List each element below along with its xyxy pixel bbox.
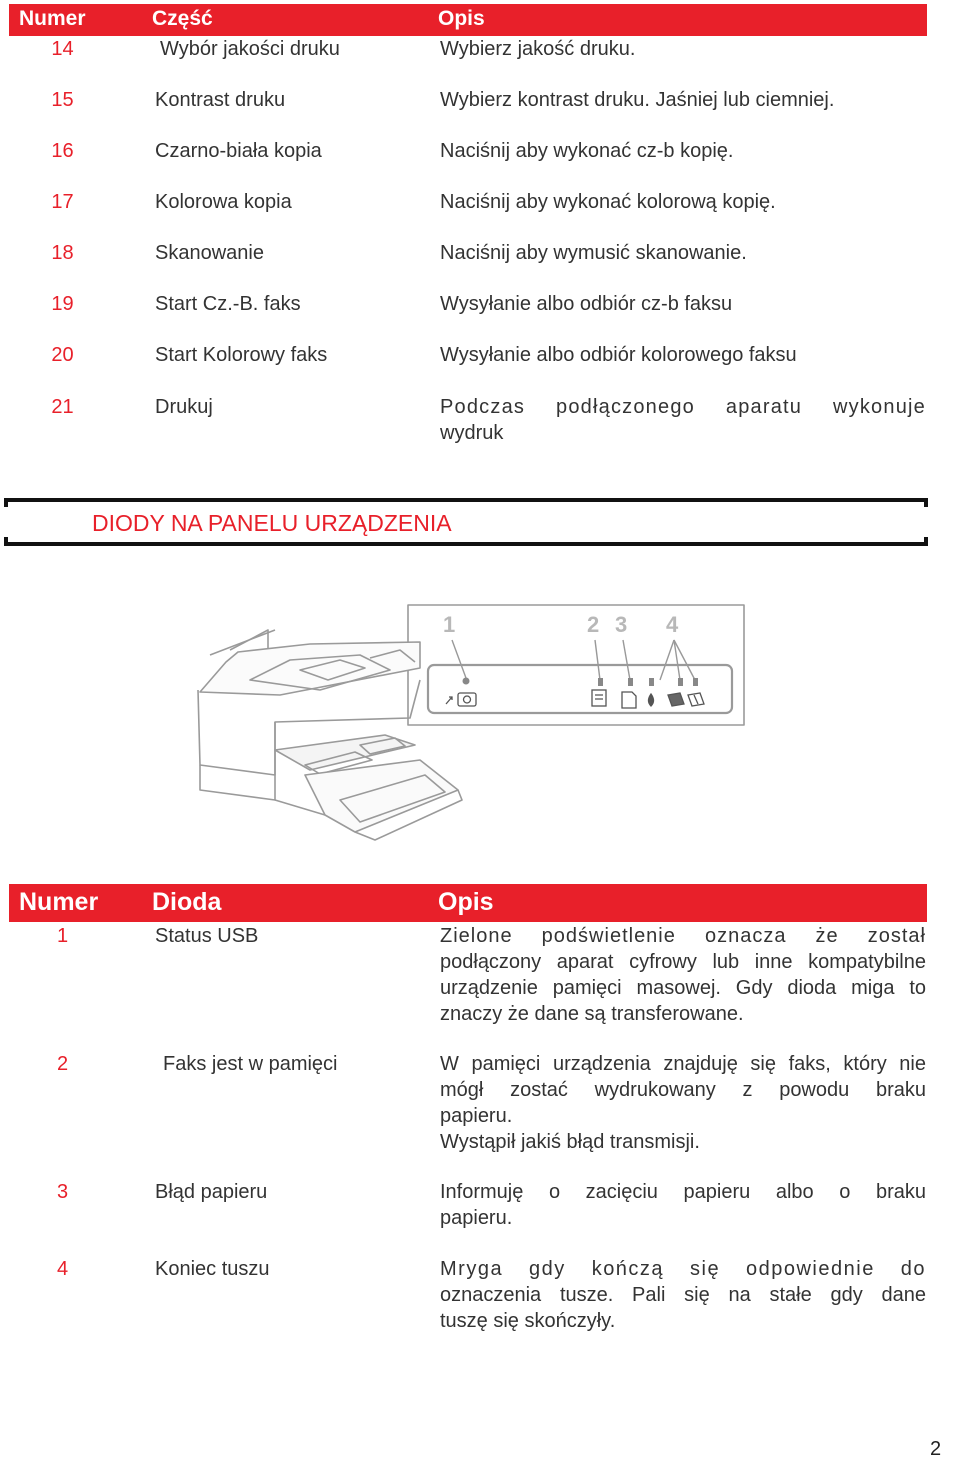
row-part: Czarno-biała kopia [155, 140, 322, 162]
row-number: 4 [56, 1258, 69, 1280]
row-description: Naciśnij aby wymusić skanowanie. [440, 242, 747, 264]
led-label-1: 1 [443, 612, 456, 637]
row-description: Wybierz kontrast druku. Jaśniej lub ciemniej. [440, 89, 835, 111]
row-part: Drukuj [155, 396, 213, 418]
row-number: 18 [51, 242, 74, 264]
row-part: Błąd papieru [155, 1181, 268, 1203]
row-description: Podczas podłączonego aparatu wykonuje wydruk [440, 396, 926, 444]
row-description: Naciśnij aby wykonać kolorową kopię. [440, 191, 776, 213]
table2-header [9, 884, 927, 922]
table2-header-description: Opis [438, 888, 494, 916]
row-number: 16 [51, 140, 74, 162]
table1-header-part: Część [152, 7, 213, 30]
ink-drop-icon [649, 694, 654, 706]
printer-panel-figure [190, 600, 750, 850]
row-part: Kolorowa kopia [155, 191, 292, 213]
row-description: Zielone podświetlenie oznacza że został podłączony aparat cyfrowy lub inne kompatybilne urządzenie pamięci masowej. Gdy dioda miga to znaczy że dane są transferowane. [440, 925, 926, 1025]
row-description: Naciśnij aby wykonać cz-b kopię. [440, 140, 734, 162]
led-label-3: 3 [615, 612, 628, 637]
led-label-4: 4 [666, 612, 679, 637]
row-number: 17 [51, 191, 74, 213]
row-part: Koniec tuszu [155, 1258, 270, 1280]
section-title: DIODY NA PANELU URZĄDZENIA [92, 510, 452, 536]
row-part: Kontrast druku [155, 89, 286, 111]
row-part: Faks jest w pamięci [163, 1053, 338, 1075]
row-part: Wybór jakości druku [160, 38, 340, 60]
row-description: Wybierz jakość druku. [440, 38, 636, 60]
section-frame [0, 0, 960, 560]
row-part: Start Kolorowy faks [155, 344, 328, 366]
row-description: Informuję o zacięciu papieru albo o braku papieru. [440, 1181, 926, 1229]
row-part: Start Cz.-B. faks [155, 293, 301, 315]
row-description: Mryga gdy kończą się odpowiednie do oznaczenia tusze. Pali się na stałe gdy dane tuszę się skończyły. [440, 1258, 926, 1332]
table1-header-number: Numer [19, 7, 86, 30]
row-number: 14 [51, 38, 74, 60]
table2-header-part: Dioda [152, 888, 222, 916]
table2-header-number: Numer [19, 888, 99, 916]
row-number: 20 [51, 344, 74, 366]
row-description: Wysyłanie albo odbiór cz-b faksu [440, 293, 733, 315]
row-number: 19 [51, 293, 74, 315]
row-number: 21 [51, 396, 74, 418]
led-label-2: 2 [587, 612, 600, 637]
row-number: 3 [56, 1181, 69, 1203]
row-description: W pamięci urządzenia znajduję się faks, który nie mógł zostać wydrukowany z powodu braku papieru. Wystąpił jakiś błąd transmisji. [440, 1053, 926, 1153]
row-description: Wysyłanie albo odbiór kolorowego faksu [440, 344, 797, 366]
row-number: 2 [56, 1053, 69, 1075]
page-number: 2 [930, 1438, 942, 1460]
table1-header-description: Opis [438, 7, 485, 30]
row-part: Skanowanie [155, 242, 264, 264]
row-number: 15 [51, 89, 74, 111]
row-part: Status USB [155, 925, 259, 947]
row-number: 1 [56, 925, 69, 947]
